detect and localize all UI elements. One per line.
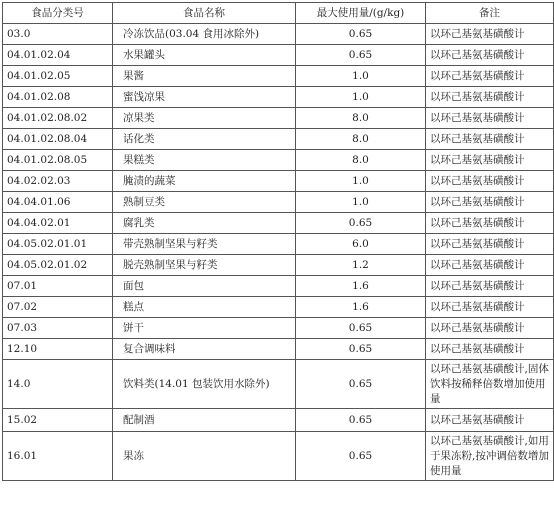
remarks-cell: 以环己基氨基磺酸计,如用于果冻粉,按冲调倍数增加使用量 <box>426 432 554 481</box>
max-usage-cell: 8.0 <box>296 150 426 171</box>
table-row <box>3 66 554 87</box>
remarks-cell: 以环己基氨基磺酸计 <box>426 129 554 150</box>
food-name-cell: 冷冻饮品(03.04 食用冰除外) <box>113 24 296 45</box>
food-name-cell: 面包 <box>113 276 296 297</box>
remarks-cell: 以环己基氨基磺酸计 <box>426 297 554 318</box>
remarks-cell: 以环己基氨基磺酸计 <box>426 24 554 45</box>
max-usage-cell: 1.0 <box>296 66 426 87</box>
remarks-cell: 以环己基氨基磺酸计 <box>426 108 554 129</box>
food-code-cell: 04.01.02.08.04 <box>3 129 113 150</box>
food-name-cell: 复合调味料 <box>113 339 296 360</box>
header-food-code: 食品分类号 <box>3 3 113 24</box>
max-usage-cell: 8.0 <box>296 108 426 129</box>
food-code-cell: 15.02 <box>3 409 113 432</box>
food-name-cell: 糕点 <box>113 297 296 318</box>
food-code-cell: 04.04.02.01 <box>3 213 113 234</box>
max-usage-cell: 1.0 <box>296 192 426 213</box>
food-name-cell: 果冻 <box>113 432 296 481</box>
table-row <box>3 150 554 171</box>
food-code-cell: 04.01.02.08.02 <box>3 108 113 129</box>
header-remarks: 备注 <box>426 3 554 24</box>
max-usage-cell: 0.65 <box>296 45 426 66</box>
table-row <box>3 276 554 297</box>
food-name-cell: 果糕类 <box>113 150 296 171</box>
table-row <box>3 45 554 66</box>
max-usage-cell: 0.65 <box>296 213 426 234</box>
food-code-cell: 04.01.02.05 <box>3 66 113 87</box>
max-usage-cell: 0.65 <box>296 339 426 360</box>
remarks-cell: 以环己基氨基磺酸计 <box>426 234 554 255</box>
table-row <box>3 87 554 108</box>
food-name-cell: 话化类 <box>113 129 296 150</box>
table-row <box>3 24 554 45</box>
header-max-usage: 最大使用量/(g/kg) <box>296 3 426 24</box>
food-name-cell: 带壳熟制坚果与籽类 <box>113 234 296 255</box>
table-row <box>3 318 554 339</box>
remarks-cell: 以环己基氨基磺酸计 <box>426 213 554 234</box>
remarks-cell: 以环己基氨基磺酸计,固体饮料按稀释倍数增加使用量 <box>426 360 554 409</box>
food-code-cell: 04.01.02.08.05 <box>3 150 113 171</box>
max-usage-cell: 8.0 <box>296 129 426 150</box>
table-row <box>3 129 554 150</box>
food-name-cell: 饼干 <box>113 318 296 339</box>
table-row <box>3 192 554 213</box>
remarks-cell: 以环己基氨基磺酸计 <box>426 339 554 360</box>
table-row <box>3 255 554 276</box>
max-usage-cell: 1.6 <box>296 297 426 318</box>
max-usage-cell: 0.65 <box>296 360 426 409</box>
food-name-cell: 腌渍的蔬菜 <box>113 171 296 192</box>
food-code-cell: 12.10 <box>3 339 113 360</box>
food-code-cell: 14.0 <box>3 360 113 409</box>
table-row <box>3 171 554 192</box>
max-usage-cell: 1.2 <box>296 255 426 276</box>
header-food-name: 食品名称 <box>113 3 296 24</box>
max-usage-cell: 6.0 <box>296 234 426 255</box>
max-usage-cell: 0.65 <box>296 409 426 432</box>
table-row <box>3 234 554 255</box>
food-code-cell: 04.01.02.08 <box>3 87 113 108</box>
food-code-cell: 07.03 <box>3 318 113 339</box>
food-name-cell: 脱壳熟制坚果与籽类 <box>113 255 296 276</box>
food-code-cell: 04.01.02.04 <box>3 45 113 66</box>
max-usage-cell: 1.0 <box>296 171 426 192</box>
max-usage-cell: 0.65 <box>296 318 426 339</box>
food-name-cell: 果酱 <box>113 66 296 87</box>
max-usage-cell: 0.65 <box>296 24 426 45</box>
food-code-cell: 04.04.01.06 <box>3 192 113 213</box>
food-code-cell: 04.02.02.03 <box>3 171 113 192</box>
table-row <box>3 213 554 234</box>
table-row <box>3 409 554 432</box>
remarks-cell: 以环己基氨基磺酸计 <box>426 150 554 171</box>
food-name-cell: 熟制豆类 <box>113 192 296 213</box>
food-name-cell: 凉果类 <box>113 108 296 129</box>
food-code-cell: 04.05.02.01.01 <box>3 234 113 255</box>
food-code-cell: 03.0 <box>3 24 113 45</box>
remarks-cell: 以环己基氨基磺酸计 <box>426 318 554 339</box>
header-row <box>3 3 554 24</box>
remarks-cell: 以环己基氨基磺酸计 <box>426 171 554 192</box>
remarks-cell: 以环己基氨基磺酸计 <box>426 409 554 432</box>
food-code-cell: 04.05.02.01.02 <box>3 255 113 276</box>
food-name-cell: 水果罐头 <box>113 45 296 66</box>
remarks-cell: 以环己基氨基磺酸计 <box>426 45 554 66</box>
remarks-cell: 以环己基氨基磺酸计 <box>426 192 554 213</box>
additive-limits-table <box>2 2 554 481</box>
remarks-cell: 以环己基氨基磺酸计 <box>426 66 554 87</box>
table-row <box>3 297 554 318</box>
food-code-cell: 07.01 <box>3 276 113 297</box>
food-name-cell: 蜜饯凉果 <box>113 87 296 108</box>
remarks-cell: 以环己基氨基磺酸计 <box>426 276 554 297</box>
food-name-cell: 腐乳类 <box>113 213 296 234</box>
table-row <box>3 432 554 481</box>
table-row <box>3 360 554 409</box>
max-usage-cell: 1.0 <box>296 87 426 108</box>
remarks-cell: 以环己基氨基磺酸计 <box>426 87 554 108</box>
food-name-cell: 配制酒 <box>113 409 296 432</box>
food-name-cell: 饮料类(14.01 包装饮用水除外) <box>113 360 296 409</box>
table-row <box>3 339 554 360</box>
remarks-cell: 以环己基氨基磺酸计 <box>426 255 554 276</box>
max-usage-cell: 0.65 <box>296 432 426 481</box>
food-code-cell: 16.01 <box>3 432 113 481</box>
max-usage-cell: 1.6 <box>296 276 426 297</box>
food-code-cell: 07.02 <box>3 297 113 318</box>
table-row <box>3 108 554 129</box>
